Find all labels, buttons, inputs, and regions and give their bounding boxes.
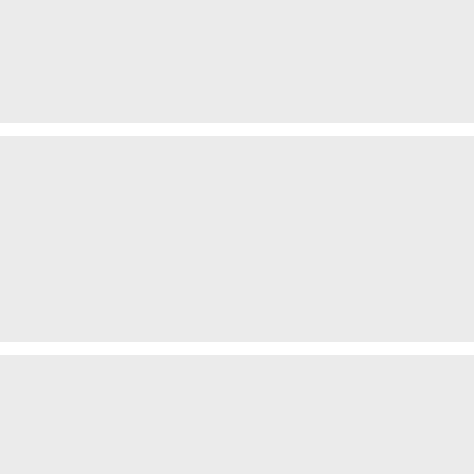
top-table-block [0, 0, 474, 123]
middle-table-block [0, 136, 474, 342]
bottom-table-block [0, 355, 474, 474]
